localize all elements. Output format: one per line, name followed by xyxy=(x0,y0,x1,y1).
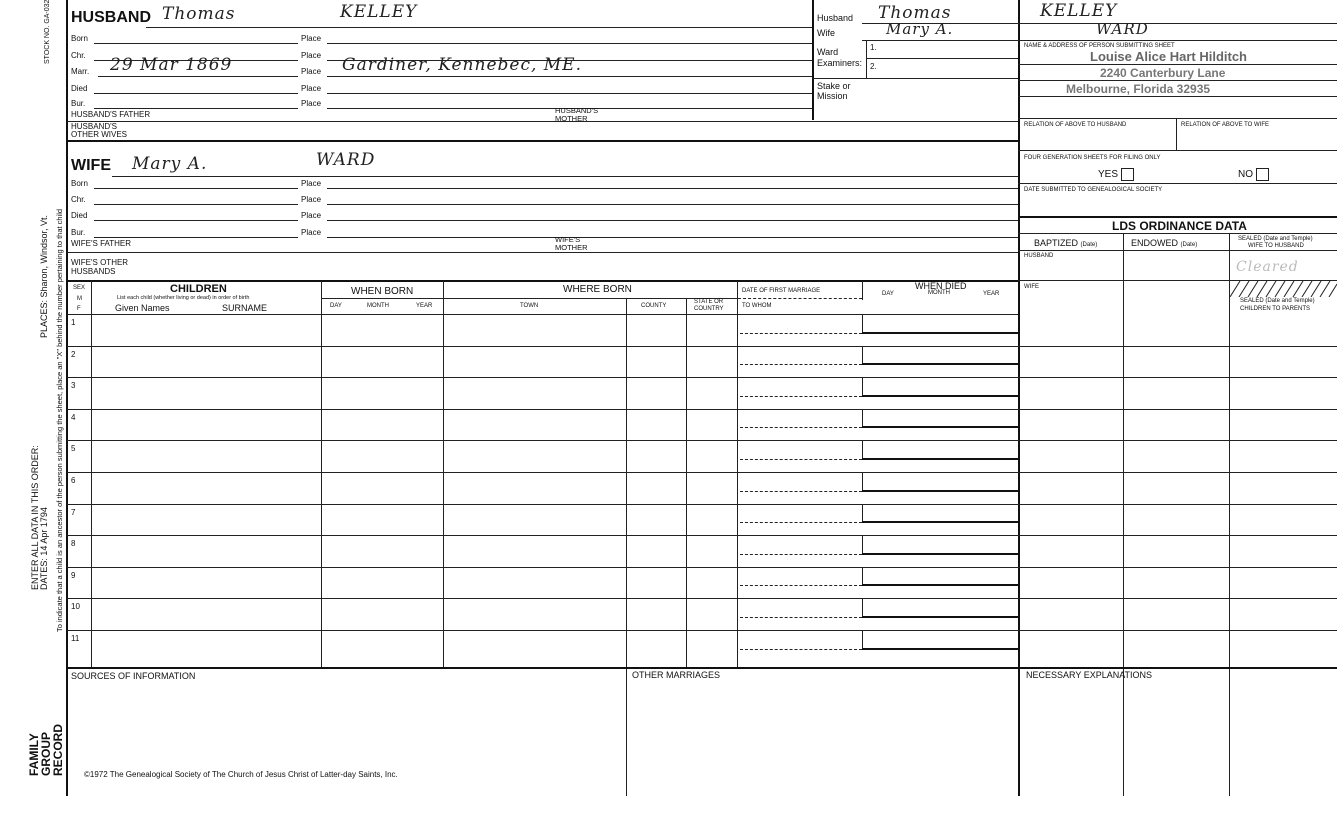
wife-given-name: Mary A. xyxy=(132,154,208,174)
lds-col-2 xyxy=(1229,233,1230,796)
husband-bur-place-label: Place xyxy=(301,99,322,108)
no-box[interactable] xyxy=(1256,168,1269,181)
given-names-label: Given Names xyxy=(115,303,170,313)
wife-chr-place-label: Place xyxy=(301,195,322,204)
when-died-label: WHEN DIED xyxy=(915,281,967,291)
children-bottom-line xyxy=(67,667,1337,669)
wife-chr-place-line xyxy=(327,204,1018,205)
died-year: YEAR xyxy=(983,291,1000,297)
divider-right xyxy=(1018,0,1020,796)
examiners-label: Examiners: xyxy=(817,58,863,68)
wife-born-line xyxy=(94,188,298,189)
endowed-date-hint: (Date) xyxy=(1180,242,1198,248)
child-row-divider xyxy=(67,598,1337,599)
child-row-divider xyxy=(67,630,1337,631)
husband-mother-label-1: HUSBAND'S xyxy=(555,106,599,115)
child-died-bracket xyxy=(862,440,863,459)
ancestor-instruction: To indicate that a child is an ancestor of the person submitting the sheet, place an "X" behind the number pertaining to that child xyxy=(55,208,64,632)
no-checkbox[interactable] xyxy=(1238,168,1269,181)
husband-chr-place-label: Place xyxy=(301,51,322,60)
died-day: DAY xyxy=(882,291,894,297)
wife-mother-label-1: WIFE'S xyxy=(555,235,581,244)
baptized-text: BAPTIZED xyxy=(1034,238,1079,248)
child-row-number: 4 xyxy=(71,413,76,422)
wife-surname: WARD xyxy=(316,150,376,170)
col-died-top xyxy=(862,281,863,300)
rt-husband-label: Husband xyxy=(817,13,854,23)
husband-marr-date: 29 Mar 1869 xyxy=(110,55,233,75)
wife-chr-line xyxy=(94,204,298,205)
child-row-divider xyxy=(67,346,1337,347)
submitter-street: 2240 Canterbury Lane xyxy=(1100,66,1226,80)
lds-baptized xyxy=(1034,239,1097,248)
child-row-number: 7 xyxy=(71,508,76,517)
husband-chr-label: Chr. xyxy=(71,51,86,60)
wife-bur-place-line xyxy=(327,237,1018,238)
child-died-line xyxy=(862,426,1018,428)
lds-sealed-c2: CHILDREN TO PARENTS xyxy=(1240,306,1311,312)
state-label-1: STATE OR xyxy=(694,299,724,305)
stock-number: STOCK NO. GA-032 xyxy=(44,0,51,64)
wife-born-label: Born xyxy=(71,179,88,188)
husband-other-wives-1: HUSBAND'S xyxy=(71,122,117,131)
husband-marr-place: Gardiner, Kennebec, ME. xyxy=(342,55,582,75)
wife-chr-label: Chr. xyxy=(71,195,86,204)
other-marriages-label: OTHER MARRIAGES xyxy=(632,670,721,680)
lds-endowed xyxy=(1131,239,1197,248)
lds-sealed-c1: SEALED (Date and Temple) xyxy=(1240,298,1315,304)
yes-label: YES xyxy=(1098,169,1119,181)
rt-wife-given: Mary A. xyxy=(886,20,954,38)
sex-label: SEX xyxy=(73,285,86,291)
endowed-text: ENDOWED xyxy=(1131,238,1178,248)
child-row-divider xyxy=(67,535,1337,536)
to-whom-label: TO WHOM xyxy=(742,303,772,309)
child-marriage-dash xyxy=(740,459,862,460)
child-row-number: 5 xyxy=(71,444,76,453)
child-died-line xyxy=(862,616,1018,618)
child-row-divider xyxy=(67,567,1337,568)
wife-bur-line xyxy=(94,237,298,238)
child-died-line xyxy=(862,553,1018,555)
submitter-name: Louise Alice Hart Hilditch xyxy=(1090,49,1247,64)
title-family: FAMILY xyxy=(27,733,41,776)
col-when-born xyxy=(443,281,444,668)
husband-name-line xyxy=(146,27,812,28)
child-died-line xyxy=(862,584,1018,586)
husband-marr-label: Marr. xyxy=(71,67,90,76)
child-row-number: 3 xyxy=(71,381,76,390)
examiners-bottom-line xyxy=(813,78,1018,79)
relation-husband-label: RELATION OF ABOVE TO HUSBAND xyxy=(1024,122,1127,128)
yes-checkbox[interactable] xyxy=(1098,168,1134,181)
children-title: CHILDREN xyxy=(170,283,227,295)
child-marriage-dash xyxy=(740,491,862,492)
husband-given-name: Thomas xyxy=(162,4,236,24)
born-month: MONTH xyxy=(367,303,389,309)
wife-died-place-line xyxy=(327,220,1018,221)
husband-label: HUSBAND xyxy=(71,9,151,26)
husband-other-wives-2: OTHER WIVES xyxy=(71,130,128,139)
child-marriage-dash xyxy=(740,364,862,365)
husband-born-place-label: Place xyxy=(301,34,322,43)
submitter-line-1 xyxy=(1018,64,1337,65)
husband-died-place-label: Place xyxy=(301,84,322,93)
child-marriage-dash xyxy=(740,649,862,650)
explanations-label: NECESSARY EXPLANATIONS xyxy=(1026,670,1153,680)
born-year: YEAR xyxy=(416,303,433,309)
wife-parents-line xyxy=(67,252,1018,253)
ward-label: Ward xyxy=(817,47,839,57)
child-died-bracket xyxy=(862,314,863,333)
child-marriage-dash xyxy=(740,554,862,555)
date-submitted-label: DATE SUBMITTED TO GENEALOGICAL SOCIETY xyxy=(1024,187,1163,193)
child-died-line xyxy=(862,648,1018,650)
wife-born-place-label: Place xyxy=(301,179,322,188)
stake-label: Stake or xyxy=(817,81,851,91)
child-row-number: 2 xyxy=(71,350,76,359)
four-gen-label: FOUR GENERATION SHEETS FOR FILING ONLY xyxy=(1024,155,1161,161)
lds-col-1 xyxy=(1123,233,1124,796)
wife-bur-label: Bur. xyxy=(71,228,86,237)
four-gen-bottom-line xyxy=(1018,183,1337,184)
col-sex xyxy=(91,281,92,668)
child-died-bracket xyxy=(862,504,863,522)
hatched-box xyxy=(1230,281,1337,297)
lds-husband-label: HUSBAND xyxy=(1024,253,1054,259)
child-died-bracket xyxy=(862,377,863,396)
husband-died-place-line xyxy=(327,93,812,94)
when-born-label: WHEN BORN xyxy=(351,286,414,297)
copyright: ©1972 The Genealogical Society of The Church of Jesus Christ of Latter-day Saints, Inc. xyxy=(84,770,398,779)
child-row-number: 8 xyxy=(71,539,76,548)
submitter-line-3 xyxy=(1018,96,1337,97)
wife-died-label: Died xyxy=(71,211,88,220)
husband-born-place-line xyxy=(327,43,812,44)
child-died-bracket xyxy=(862,567,863,585)
lds-title: LDS ORDINANCE DATA xyxy=(1112,219,1247,233)
lds-wife-label: WIFE xyxy=(1024,284,1039,290)
husband-bur-line xyxy=(94,108,298,109)
wife-born-place-line xyxy=(327,188,1018,189)
husband-died-label: Died xyxy=(71,84,88,93)
left-border xyxy=(66,0,68,796)
child-died-bracket xyxy=(862,472,863,491)
child-row-divider xyxy=(67,472,1337,473)
surname-label: SURNAME xyxy=(222,303,268,313)
lds-header-line xyxy=(1018,250,1337,251)
col-town xyxy=(626,298,627,796)
child-row-number: 6 xyxy=(71,476,76,485)
yes-box[interactable] xyxy=(1121,168,1134,181)
child-marriage-dash xyxy=(740,522,862,523)
wife-name-line xyxy=(112,176,1018,177)
husband-born-label: Born xyxy=(71,34,88,43)
examiner-1-line xyxy=(866,58,1018,59)
wife-died-line xyxy=(94,220,298,221)
first-marriage-dash xyxy=(738,298,862,299)
wife-other-husbands-1: WIFE'S OTHER xyxy=(71,258,129,267)
lds-top-line xyxy=(1018,216,1337,218)
no-label: NO xyxy=(1238,169,1253,181)
child-row-number: 11 xyxy=(71,634,80,643)
cleared-stamp: Cleared xyxy=(1236,259,1299,275)
husband-father-label: HUSBAND'S FATHER xyxy=(71,110,151,119)
enter-all-note: ENTER ALL DATA IN THIS ORDER: xyxy=(30,445,40,590)
child-died-bracket xyxy=(862,598,863,617)
wife-mother-label-2: MOTHER xyxy=(555,243,588,252)
relation-top-line xyxy=(1018,118,1337,119)
husband-bur-label: Bur. xyxy=(71,99,86,108)
child-died-line xyxy=(862,521,1018,523)
husband-mother-label-2: MOTHER xyxy=(555,114,588,123)
relation-wife-label: RELATION OF ABOVE TO WIFE xyxy=(1181,122,1270,128)
child-row-divider xyxy=(67,377,1337,378)
child-row-divider xyxy=(67,504,1337,505)
sources-label: SOURCES OF INFORMATION xyxy=(71,671,196,681)
rt-wife-label: Wife xyxy=(817,28,835,38)
children-header-bottom xyxy=(67,314,1018,315)
col-county xyxy=(686,298,687,668)
rt-husband-given: Thomas xyxy=(878,3,952,23)
wife-section-bottom xyxy=(67,280,1018,282)
places-note: PLACES: Sharon, Windsor, Vt. xyxy=(39,214,49,338)
relation-divider xyxy=(1176,118,1177,150)
lds-title-line xyxy=(1018,233,1337,234)
rt-wife-surname: WARD xyxy=(1096,20,1149,38)
wife-father-label: WIFE'S FATHER xyxy=(71,239,132,248)
child-died-bracket xyxy=(862,409,863,427)
lds-sealed-2: WIFE TO HUSBAND xyxy=(1248,243,1304,249)
mission-label: Mission xyxy=(817,91,848,101)
child-row-divider xyxy=(67,440,1337,441)
submitter-label: NAME & ADDRESS OF PERSON SUBMITTING SHEET xyxy=(1024,43,1175,49)
sex-f: F xyxy=(77,306,81,312)
town-label: TOWN xyxy=(520,303,539,309)
child-row-number: 10 xyxy=(71,602,80,611)
child-died-bracket xyxy=(862,535,863,554)
title-group: GROUP xyxy=(39,731,53,776)
dates-note: DATES: 14 Apr 1794 xyxy=(39,507,49,590)
relation-bottom-line xyxy=(1018,150,1337,151)
child-died-bracket xyxy=(862,630,863,649)
husband-marr-place-label: Place xyxy=(301,67,322,76)
husband-marr-line xyxy=(98,76,298,77)
where-born-label: WHERE BORN xyxy=(563,284,632,295)
baptized-date-hint: (Date) xyxy=(1080,242,1098,248)
husband-parents-line xyxy=(67,121,1018,122)
examiner-2: 2. xyxy=(870,62,877,71)
born-subheader-line xyxy=(321,298,737,299)
husband-born-line xyxy=(94,43,298,44)
child-marriage-dash xyxy=(740,427,862,428)
child-died-line xyxy=(862,332,1018,334)
child-died-line xyxy=(862,458,1018,460)
husband-surname: KELLEY xyxy=(340,2,418,22)
wife-died-place-label: Place xyxy=(301,211,322,220)
child-row-number: 9 xyxy=(71,571,76,580)
child-marriage-dash xyxy=(740,333,862,334)
died-month: MONTH xyxy=(928,290,950,296)
submitter-city: Melbourne, Florida 32935 xyxy=(1066,82,1211,96)
husband-died-line xyxy=(94,93,298,94)
first-marriage-label: DATE OF FIRST MARRIAGE xyxy=(742,288,821,294)
county-label: COUNTY xyxy=(641,303,667,309)
husband-section-bottom xyxy=(67,140,1018,142)
rt-wife-line xyxy=(862,40,1337,41)
child-marriage-dash xyxy=(740,617,862,618)
col-state xyxy=(737,281,738,668)
child-died-line xyxy=(862,490,1018,492)
examiners-divider xyxy=(866,40,867,78)
child-died-line xyxy=(862,363,1018,365)
husband-marr-place-line xyxy=(327,76,812,77)
child-died-bracket xyxy=(862,346,863,364)
lds-sealed-1: SEALED (Date and Temple) xyxy=(1238,236,1313,242)
wife-bur-place-label: Place xyxy=(301,228,322,237)
col-name xyxy=(321,281,322,668)
wife-other-husbands-2: HUSBANDS xyxy=(71,267,116,276)
child-row-divider xyxy=(67,409,1337,410)
child-marriage-dash xyxy=(740,396,862,397)
sex-m: M xyxy=(77,296,82,302)
examiner-1: 1. xyxy=(870,43,877,52)
child-row-number: 1 xyxy=(71,318,76,327)
child-marriage-dash xyxy=(740,585,862,586)
born-day: DAY xyxy=(330,303,342,309)
rt-husband-surname: KELLEY xyxy=(1040,1,1118,21)
divider-right-top xyxy=(812,0,814,120)
state-label-2: COUNTRY xyxy=(694,306,724,312)
submitter-line-2 xyxy=(1018,80,1337,81)
child-died-line xyxy=(862,395,1018,397)
wife-label: WIFE xyxy=(71,157,111,174)
title-record: RECORD xyxy=(51,723,65,776)
children-instr: List each child (whether living or dead) in order of birth xyxy=(117,295,250,301)
